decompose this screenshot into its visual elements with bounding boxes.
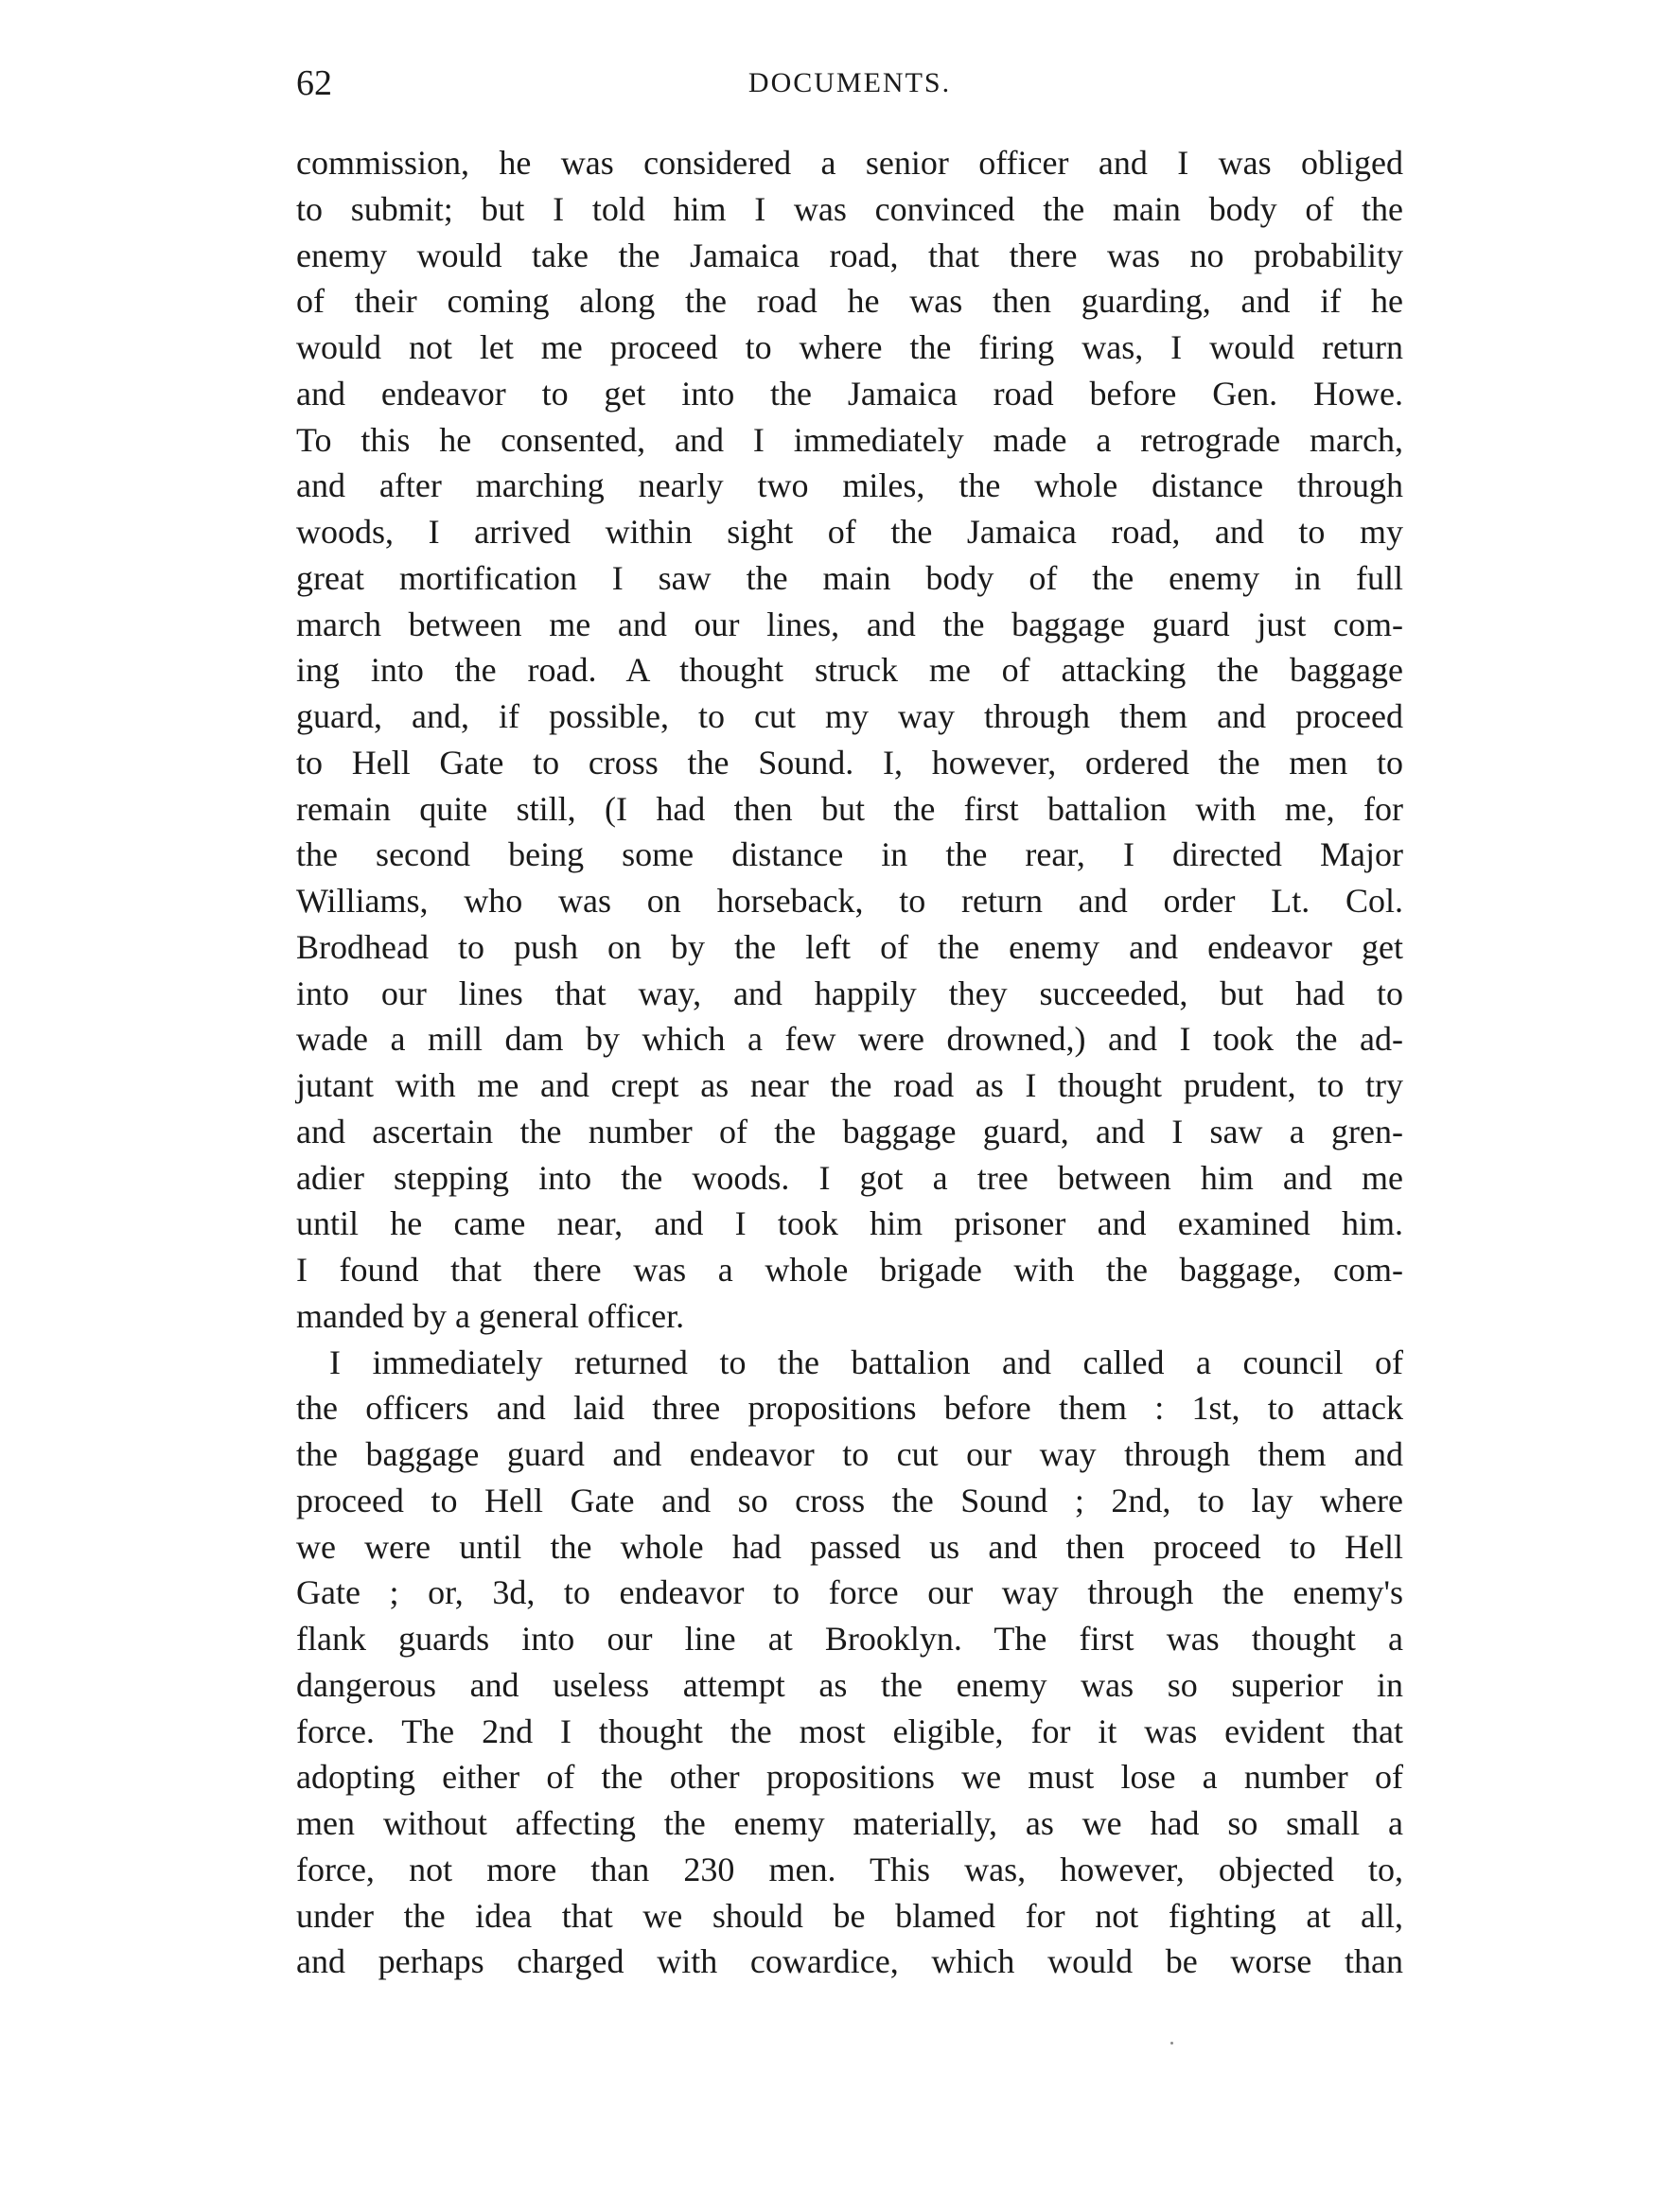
paragraph	[296, 1340, 1403, 1986]
text-line: force, not more than 230 men. This was, however, objected to,	[296, 1850, 1403, 1888]
text-line: ing into the road. A thought struck me of attacking the baggage	[296, 651, 1403, 690]
text-line: and perhaps charged with cowardice, which would be worse than	[296, 1942, 1403, 1981]
text-line: men without affecting the enemy materially, as we had so small a	[296, 1804, 1403, 1842]
text-line: Gate ; or, 3d, to endeavor to force our way through the enemy's	[296, 1573, 1403, 1612]
text-line: flank guards into our line at Brooklyn. The first was thought a	[296, 1620, 1403, 1658]
text-line: woods, I arrived within sight of the Jamaica road, and to my	[296, 513, 1403, 551]
text-line: enemy would take the Jamaica road, that there was no probability	[296, 236, 1403, 274]
text-line: manded by a general officer.	[296, 1296, 685, 1335]
text-line: Brodhead to push on by the left of the enemy and endeavor get	[296, 927, 1403, 966]
text-line: into our lines that way, and happily they succeeded, but had to	[296, 974, 1403, 1012]
text-line: great mortification I saw the main body of the enemy in full	[296, 558, 1403, 597]
text-line: under the idea that we should be blamed for not fighting at all,	[296, 1896, 1403, 1935]
text-line: the baggage guard and endeavor to cut our way through them and	[296, 1435, 1403, 1473]
print-speck	[1170, 2042, 1173, 2045]
running-head	[296, 55, 1403, 112]
text-line: the officers and laid three propositions before them : 1st, to attack	[296, 1389, 1403, 1428]
text-line: wade a mill dam by which a few were drowned,) and I took the ad-	[296, 1020, 1403, 1059]
text-line: would not let me proceed to where the firing was, I would return	[296, 328, 1403, 366]
running-title: DOCUMENTS.	[747, 67, 952, 98]
text-line: we were until the whole had passed us and then proceed to Hell	[296, 1527, 1403, 1566]
body-text	[296, 140, 1403, 1985]
text-line: proceed to Hell Gate and so cross the Sound ; 2nd, to lay where	[296, 1481, 1403, 1519]
text-line: I found that there was a whole brigade with the baggage, com-	[296, 1251, 1403, 1289]
text-line: of their coming along the road he was then guarding, and if he	[296, 282, 1403, 321]
text-line: march between me and our lines, and the baggage guard just com-	[296, 605, 1403, 643]
text-line: the second being some distance in the rear, I directed Major	[296, 835, 1403, 874]
text-line: to submit; but I told him I was convinced the main body of the	[296, 189, 1403, 228]
text-line: and endeavor to get into the Jamaica road before Gen. Howe.	[296, 374, 1403, 413]
text-line: force. The 2nd I thought the most eligible, for it was evident that	[296, 1712, 1403, 1750]
text-line: to Hell Gate to cross the Sound. I, however, ordered the men to	[296, 743, 1403, 781]
text-line: I immediately returned to the battalion and called a council of	[329, 1343, 1403, 1381]
text-line: dangerous and useless attempt as the enemy was so superior in	[296, 1665, 1403, 1704]
text-line: remain quite still, (I had then but the first battalion with me, for	[296, 789, 1403, 828]
text-line: Williams, who was on horseback, to return and order Lt. Col.	[296, 882, 1403, 920]
text-line: adier stepping into the woods. I got a tree between him and me	[296, 1158, 1403, 1197]
text-line: guard, and, if possible, to cut my way through them and proceed	[296, 697, 1403, 735]
page-number: 62	[296, 63, 332, 103]
text-line: jutant with me and crept as near the road as I thought prudent, to try	[296, 1066, 1403, 1104]
text-line: until he came near, and I took him prisoner and examined him.	[296, 1204, 1403, 1243]
text-line: adopting either of the other propositions we must lose a number of	[296, 1758, 1403, 1797]
text-line: and after marching nearly two miles, the whole distance through	[296, 466, 1403, 505]
text-line: and ascertain the number of the baggage guard, and I saw a gren-	[296, 1112, 1403, 1150]
text-line: commission, he was considered a senior officer and I was obliged	[296, 144, 1403, 182]
text-line: To this he consented, and I immediately made a retrograde march,	[296, 420, 1403, 459]
paragraph	[296, 140, 1403, 1340]
